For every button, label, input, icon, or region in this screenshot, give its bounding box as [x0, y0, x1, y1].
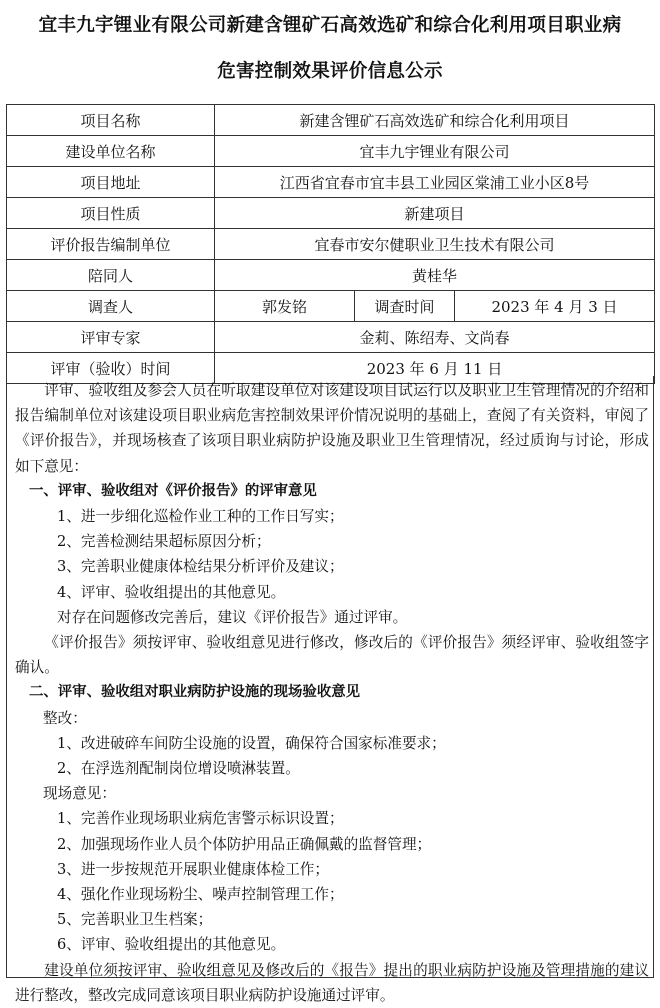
list-item: 1、完善作业现场职业病危害警示标识设置；: [57, 810, 344, 828]
row-report-unit: [7, 229, 655, 260]
companion-label: 陪同人: [7, 260, 215, 291]
rectify-label: 整改：: [43, 709, 87, 727]
section-2-title: 二、评审、验收组对职业病防护设施的现场验收意见: [29, 684, 360, 701]
list-item: 3、完善职业健康体检结果分析评价及建议；: [57, 558, 344, 576]
list-item: 2、完善检测结果超标原因分析；: [57, 533, 271, 551]
row-builder: [7, 136, 655, 167]
project-name-value: 新建含锂矿石高效选矿和综合化利用项目: [215, 105, 655, 136]
project-info-table: [6, 104, 655, 384]
row-project-name: [7, 105, 655, 136]
review-time-label: 评审（验收）时间: [7, 353, 215, 384]
list-item: 4、强化作业现场粉尘、噪声控制管理工作；: [57, 886, 344, 904]
section-1-title: 一、评审、验收组对《评价报告》的评审意见: [29, 482, 317, 499]
list-item: 2、加强现场作业人员个体防护用品正确佩戴的监督管理；: [57, 835, 432, 853]
builder-label: 建设单位名称: [7, 136, 215, 167]
row-nature: [7, 198, 655, 229]
nature-label: 项目性质: [7, 198, 215, 229]
row-experts: [7, 322, 655, 353]
survey-time-label: 调查时间: [355, 291, 455, 322]
address-label: 项目地址: [7, 167, 215, 198]
section-1-note-1: 对存在问题修改完善后，建议《评价报告》通过评审。: [57, 608, 408, 626]
site-label: 现场意见：: [43, 785, 116, 803]
document-title: [0, 0, 660, 95]
report-unit-value: 宜春市安尔健职业卫生技术有限公司: [215, 229, 655, 260]
companion-value: 黄桂华: [215, 260, 655, 291]
row-investigator: [7, 291, 655, 322]
review-time-value: 2023 年 6 月 11 日: [215, 353, 655, 384]
address-value: 江西省宜春市宜丰县工业园区棠浦工业小区8号: [215, 167, 655, 198]
list-item: 1、改进破碎车间防尘设施的设置，确保符合国家标准要求；: [57, 734, 446, 752]
project-name-label: 项目名称: [7, 105, 215, 136]
list-item: 2、在浮选剂配制岗位增设喷淋装置。: [57, 760, 300, 778]
investigator-value: 郭发铭: [215, 291, 355, 322]
row-address: [7, 167, 655, 198]
section-1-note-2: 《评价报告》须按评审、验收组意见进行修改，修改后的《评价报告》须经评审、验收组签字确认。: [15, 634, 649, 677]
experts-label: 评审专家: [7, 322, 215, 353]
title-line-2: 危害控制效果评价信息公示: [217, 61, 443, 82]
report-unit-label: 评价报告编制单位: [7, 229, 215, 260]
builder-value: 宜丰九宇锂业有限公司: [215, 136, 655, 167]
closing-paragraph: 建设单位须按评审、验收组意见及修改后的《报告》提出的职业病防护设施及管理措施的建议进行整改，整改完成同意该项目职业病防护设施通过评审。: [15, 961, 649, 1004]
list-item: 5、完善职业卫生档案；: [57, 911, 213, 929]
survey-time-value: 2023 年 4 月 3 日: [455, 291, 655, 322]
list-item: 4、评审、验收组提出的其他意见。: [57, 583, 286, 601]
list-item: 6、评审、验收组提出的其他意见。: [57, 936, 286, 954]
opinion-body: [6, 376, 654, 1004]
experts-value: 金莉、陈绍寿、文尚春: [215, 322, 655, 353]
list-item: 3、进一步按规范开展职业健康体检工作；: [57, 860, 329, 878]
intro-paragraph: 评审、验收组及参会人员在听取建设单位对该建设项目试运行以及职业卫生管理情况的介绍和报告编制单位对该建设项目职业病危害控制效果评价情况说明的基础上，查阅了有关资料，审阅了《评价报告》，并现场核查了该项目职业病防护设施及职业卫生管理情况，经过质询与讨论，形成如下意见：: [15, 382, 649, 475]
title-line-1: 宜丰九宇锂业有限公司新建含锂矿石高效选矿和综合化利用项目职业病: [38, 15, 622, 36]
list-item: 1、进一步细化巡检作业工种的工作日写实；: [57, 508, 344, 526]
investigator-label: 调查人: [7, 291, 215, 322]
row-companion: [7, 260, 655, 291]
nature-value: 新建项目: [215, 198, 655, 229]
